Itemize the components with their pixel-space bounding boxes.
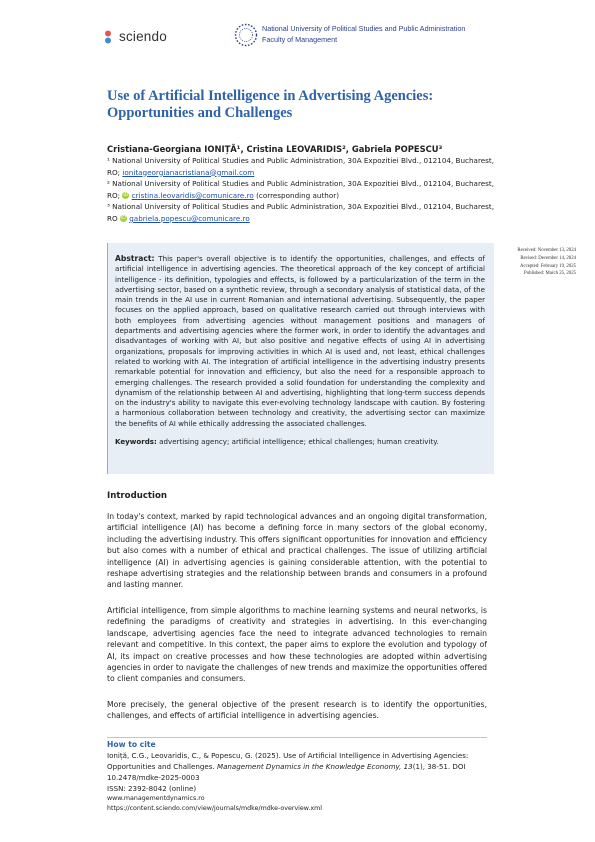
received-date: Received: November 13, 2024 (517, 248, 576, 253)
paragraph-1: In today's context, marked by rapid technological advances and an ongoing digital transformation, artificial intelligence (AI) has become a defining force in many sectors of the global economy, including the advertising industry. This offers significant opportunities for innovation and efficiency but also comes with a number of ethical and practical challenges. The issue of utilizing artificial intelligence (AI) in advertising agencies is gaining considerable attention, with the potential to reshape advertising strategies and the relationship between brands and consumers in a profound and lasting manner. (107, 512, 487, 590)
affiliation-2: ² National University of Political Studies and Public Administration, 30A Expozitiei Blvd., 012104, Bucharest, RO; iD cristina.leovaridis@comunicare.ro (corresponding author) (107, 179, 495, 200)
citation-text: Ioniță, C.G., Leovaridis, C., & Popescu, G. (2025). Use of Artificial Intelligence in Advertising Agencies: Opportunities and Challenges. Management Dynamics in the Knowledge Economy, 13(1), 38-51. DOI 10.2478/mdke-2025-0003 (107, 751, 469, 782)
publication-dates (490, 247, 576, 278)
section-heading: Introduction (107, 491, 168, 501)
sciendo-icon (102, 30, 114, 44)
publisher-name: sciendo (119, 29, 167, 44)
abstract-text: This paper's overall objective is to identify the opportunities, challenges, and effects of artificial intelligence in advertising agencies. The theoretical approach of the key concept of artificial intelligence - its definition, typologies and effects, is followed by a particularization of the term in the advertising sector, based on a synthetic review, through a secondary analysis of statistical data, of the main trends in the AI use in current Romanian and international advertising. Subsequently, the paper focuses on the applied approach, based on qualitative research carried out through interviews with both employees from advertising agencies without management positions and managers of departments and advertising agencies where the former work, in order to identify the advantages and disadvantages of working with AI, but also positive and negative effects of using AI in advertising organizations, proposals for improving activities in which AI is used and, not least, ethical challenges related to working with AI. The integration of artificial intelligence in the advertising industry presents remarkable potential for innovation and efficiency, but also the need for a responsible approach to emerging challenges. The research provided a solid foundation for understanding the complexity and dynamism of the relationship between AI and advertising, highlighting that long-term success depends on the industry's ability to navigate this ever-evolving technology landscape with caution. By fostering a harmonious collaboration between technology and creativity, the advertising sector can maximize the benefits of AI while ethically addressing the associated challenges. (115, 254, 486, 428)
university-logo (234, 23, 465, 47)
authors-line: Cristiana-Georgiana IONIȚĂ¹, Cristina LEOVARIDIS², Gabriela POPESCU³ (107, 144, 443, 154)
abstract-label: Abstract: (115, 254, 155, 263)
email-link-2[interactable]: cristina.leovaridis@comunicare.ro (131, 190, 254, 200)
paragraph-2: Artificial intelligence, from simple algorithms to machine learning systems and neural networks, is redefining the paradigms of creativity and strategies in advertising. In this ever-changing landscape, advertising agencies face the need to integrate advanced technologies to remain relevant and competitive. In this context, the paper aims to explore the evolution and typology of AI, its impact on creative processes and how these technologies are adopted within advertising agencies in order to navigate the challenges of new trends and maximize the opportunities offered to client companies and consumers. (107, 606, 487, 684)
accepted-date: Accepted: February 19, 2025 (520, 263, 576, 269)
issn: ISSN: 2392-8042 (online) (107, 784, 197, 793)
paragraph-3: More precisely, the general objective of the present research is to identify the opportunities, challenges, and effects of artificial intelligence in advertising agencies. (107, 700, 487, 721)
affiliation-3: ³ National University of Political Studies and Public Administration, 30A Expozitiei Blvd., 012104, Bucharest, RO iD gabriela.popescu@comunicare.ro (107, 202, 495, 223)
article-title: Use of Artificial Intelligence in Advertising Agencies: Opportunities and Challenges (107, 88, 434, 121)
how-to-cite (107, 737, 487, 813)
journal-url[interactable]: www.managementdynamics.ro (107, 795, 205, 802)
affiliations (107, 155, 497, 225)
abstract (115, 254, 485, 429)
keywords-label: Keywords: (115, 437, 157, 447)
keywords (115, 437, 485, 446)
sciendo-url[interactable]: https://content.sciendo.com/view/journals/mdke/mdke-overview.xml (107, 804, 322, 812)
faculty-name: Faculty of Management (262, 35, 338, 44)
abstract-box (107, 243, 494, 474)
journal-name: Management Dynamics in the Knowledge Economy, 13 (216, 762, 413, 771)
university-seal-icon (234, 23, 258, 47)
orcid-icon[interactable]: iD (121, 215, 126, 222)
publisher-logo (102, 29, 167, 44)
email-link-1[interactable]: ionitageorgianacristiana@gmail.com (122, 167, 255, 177)
published-date: Published: March 25, 2025 (524, 271, 576, 277)
revised-date: Revised: December 14, 2024 (520, 255, 576, 261)
affiliation-1: ¹ National University of Political Studies and Public Administration, 30A Expozitiei Blvd., 012104, Bucharest, RO; ionitageorgianacristiana@gmail.com (107, 156, 495, 177)
cite-heading: How to cite (107, 740, 156, 749)
keywords-text: advertising agency; artificial intelligence; ethical challenges; human creativity. (159, 437, 439, 447)
orcid-icon[interactable]: iD (123, 192, 129, 199)
university-name: National University of Political Studies and Public Administration (262, 24, 466, 33)
email-link-3[interactable]: gabriela.popescu@comunicare.ro (129, 213, 250, 223)
